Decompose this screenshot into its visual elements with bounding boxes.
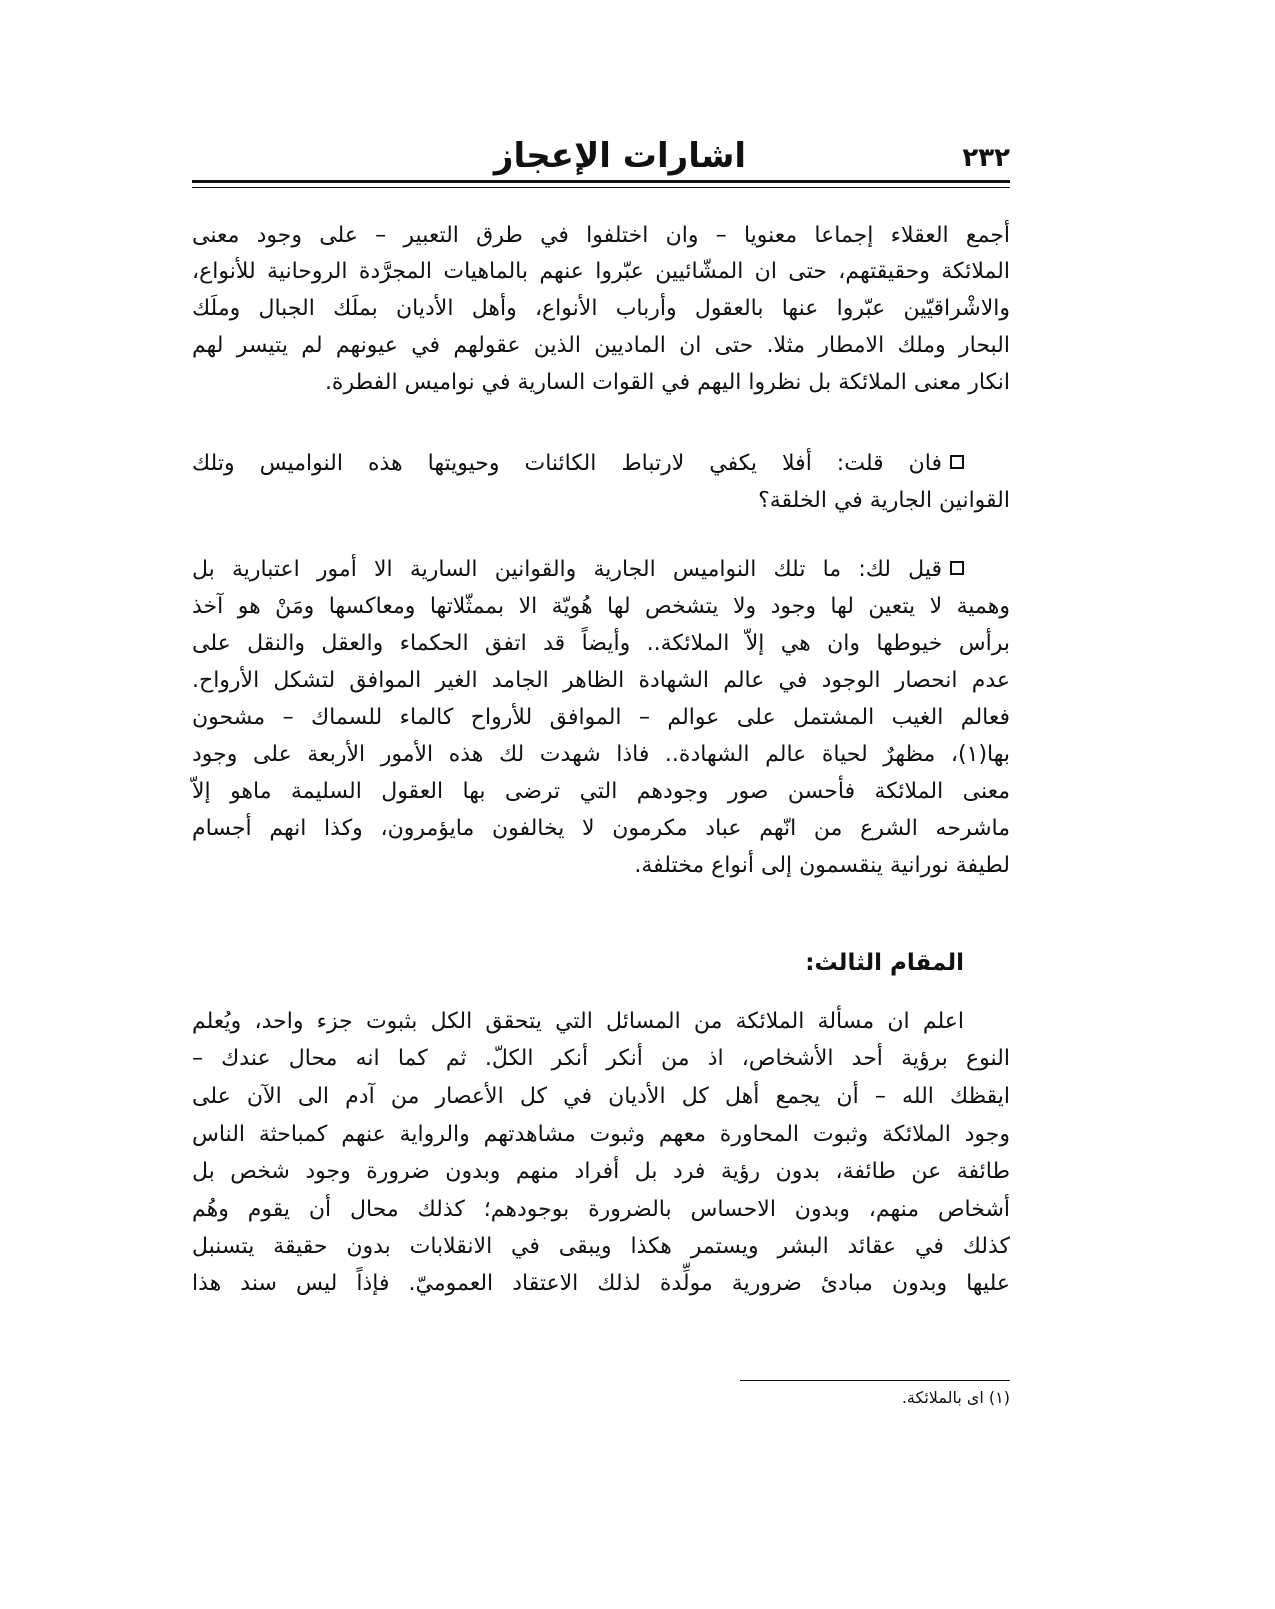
line-text: فان قلت: أفلا يكفي لارتباط الكائنات وحيويتها هذه النواميس وتلك bbox=[192, 451, 942, 476]
footnote: (١) اى بالملائكة. bbox=[901, 1388, 1010, 1407]
text-line: عدم انحصار الوجود في عالم الشهادة الظاهر الجامد الغير الموافق لتشكل الأرواح. bbox=[192, 668, 1010, 693]
text-line: بها(١)، مظهرٌ لحياة عالم الشهادة.. فاذا شهدت لك هذه الأمور الأربعة على وجود bbox=[192, 742, 1010, 767]
page-number: ٢٣٢ bbox=[962, 143, 1010, 173]
text-line: وجود الملائكة وثبوت المحاورة معهم وثبوت مشاهدتهم والرواية عنهم كمباحثة الناس bbox=[192, 1122, 1010, 1147]
text-line: لطيفة نورانية ينقسمون إلى أنواع مختلفة. bbox=[634, 853, 1010, 878]
text-line: عليها وبدون مبادئ ضرورية مولِّدة لذلك الاعتقاد العموميّ. فإذاً ليس سند هذا bbox=[192, 1271, 1010, 1296]
text-line: ماشرحه الشرع من انّهم عباد مكرمون لا يخالفون مايؤمرون، وكذا انهم أجسام bbox=[192, 816, 1010, 841]
text-line: كذلك في عقائد البشر ويستمر هكذا ويبقى في الانقلابات بدون حقيقة يتسنبل bbox=[192, 1234, 1010, 1259]
text-line: والاشْراقيّين عبّروا عنها بالعقول وأرباب الأنواع، وأهل الأديان بملَك الجبال وملَك bbox=[192, 296, 1010, 321]
line-text: قيل لك: ما تلك النواميس الجارية والقوانين السارية الا أمور اعتبارية بل bbox=[192, 557, 942, 582]
text-line: أشخاص منهم، وبدون الاحساس بالضرورة بوجودهم؛ كذلك محال أن يقوم وهُم bbox=[192, 1197, 1010, 1222]
text-line: أجمع العقلاء إجماعا معنويا – وان اختلفوا في طرق التعبير – على وجود معنى bbox=[192, 223, 1010, 248]
text-line: برأس خيوطها وان هي إلاّ الملائكة.. وأيضاً قد اتفق الحكماء والعقل والنقل على bbox=[192, 631, 1010, 656]
text-line bbox=[192, 449, 1010, 479]
footnote-rule bbox=[740, 1380, 1010, 1381]
header-rule-thin bbox=[192, 187, 1010, 188]
text-line: فعالم الغيب المشتمل على عوالم – الموافق للأرواح كالماء للسماك – مشحون bbox=[192, 705, 1010, 730]
text-line: طائفة عن طائفة، بدون رؤية فرد بل أفراد منهم وبدون ضرورة وجود شخص بل bbox=[192, 1159, 1010, 1184]
text-line: البحار وملك الامطار مثلا. حتى ان الماديين الذين عقولهم في عيونهم لم يتيسر لهم bbox=[192, 333, 1010, 358]
header-rule-thick bbox=[192, 180, 1010, 183]
text-line: النوع برؤية أحد الأشخاص، اذ من أنكر أنكر الكلّ. ثم كما انه محال عندك – bbox=[192, 1046, 1010, 1071]
text-line: ايقظك الله – أن يجمع أهل كل الأديان في كل الأعصار من آدم الى الآن على bbox=[192, 1084, 1010, 1109]
text-line: انكار معنى الملائكة بل نظروا اليهم في القوات السارية في نواميس الفطرة. bbox=[324, 370, 1010, 395]
text-line bbox=[192, 555, 1010, 585]
section-heading: المقام الثالث: bbox=[805, 950, 964, 976]
text-line: اعلم ان مسألة الملائكة من المسائل التي يتحقق الكل بثبوت جزء واحد، ويُعلم bbox=[192, 1009, 964, 1034]
square-bullet-icon bbox=[950, 455, 964, 469]
running-title: اشارات الإعجاز bbox=[493, 136, 747, 176]
text-line: القوانين الجارية في الخلقة؟ bbox=[758, 488, 1010, 513]
text-line: معنى الملائكة فأحسن صور وجودهم التي ترضى بها العقول السليمة ماهو إلاّ bbox=[192, 779, 1010, 804]
square-bullet-icon bbox=[950, 561, 964, 575]
text-line: الملائكة وحقيقتهم، حتى ان المشّائيين عبّروا عنهم بالماهيات المجرَّدة الروحانية للأنواع، bbox=[192, 259, 1010, 284]
text-line: وهمية لا يتعين لها وجود ولا يتشخص لها هُويّة الا بممثّلاتها ومعاكسها ومَنْ هو آخذ bbox=[192, 594, 1010, 619]
